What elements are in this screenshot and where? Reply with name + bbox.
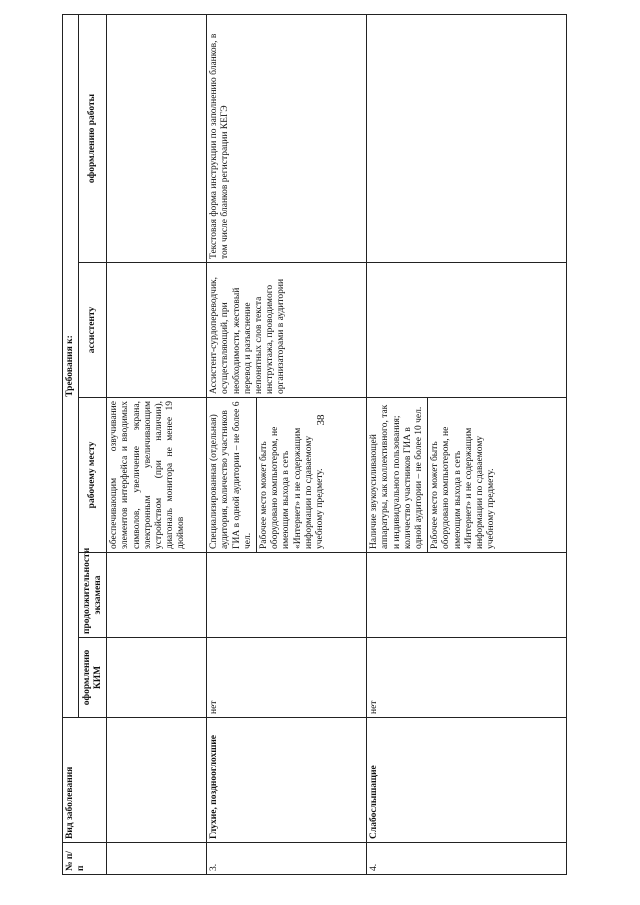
workplace-paragraph: Наличие звукоусиливающей аппаратуры, как коллективного, так и индивидуального пользования; количество участников ГИА в одной аудитории – не более 10 чел. [367,398,428,552]
cell-num: 3. [207,843,367,875]
cell-duration [367,553,567,638]
cell-workplace [367,398,567,553]
cell-work [107,15,207,263]
cell-num: 4. [367,843,567,875]
page-number: 38 [315,414,327,426]
table-row [107,15,207,875]
cell-disease [107,718,207,843]
cell-assistant [367,263,567,398]
workplace-paragraph: Специализированная (отдельная) аудитория, количество участников ГИА в одной аудитории – не более 6 чел. [207,398,257,552]
header-duration: продолжительности экзамена [79,553,107,638]
cell-assistant: Ассистент-сурдопереводчик, осуществляющий, при необходимости, жестовый перевод и разъяснение непонятных слов текста инструктажа, проводимого организаторами в аудитории [207,263,367,398]
table-row [207,15,367,875]
cell-duration [207,553,367,638]
header-kim: оформлению КИМ [79,638,107,718]
cell-num [107,843,207,875]
cell-work: Текстовая форма инструкции по заполнению бланков, в том числе бланков регистрации КЕГЭ [207,15,367,263]
rotated-page [62,15,577,875]
cell-workplace [207,398,367,553]
header-workplace: рабочему месту [79,398,107,553]
header-num: № п/п [63,843,107,875]
cell-workplace: обеспечивающим озвучивание элементов интерфейса и вводимых символов, увеличение экрана, электронным увеличивающим устройством (при наличии), диагональ монитора не менее 19 дюймов [107,398,207,553]
cell-kim: нет [367,638,567,718]
table-row [367,15,567,875]
header-assistant: ассистенту [79,263,107,398]
workplace-paragraph: Рабочее место может быть оборудовано компьютером, не имеющим выхода в сеть «Интернет» и не содержащим информации по сдаваемому учебному предмету. [430,426,497,549]
cell-duration [107,553,207,638]
workplace-paragraph: Рабочее место может быть оборудовано компьютером, не имеющим выхода в сеть «Интернет» и не содержащим информации по сдаваемому учебному предмету. [259,426,326,549]
cell-assistant [107,263,207,398]
header-disease: Вид заболевания [63,718,107,843]
cell-kim: нет [207,638,367,718]
cell-disease: Глухие, позднооглохшие [207,718,367,843]
requirements-table [62,14,567,875]
cell-disease: Слабослышащие [367,718,567,843]
cell-work [367,15,567,263]
header-work: оформлению работы [79,15,107,263]
header-requirements: Требования к: [63,15,79,718]
cell-kim [107,638,207,718]
